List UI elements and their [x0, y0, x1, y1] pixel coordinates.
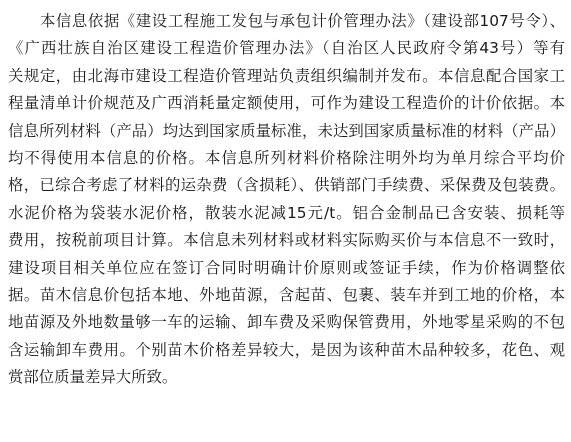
paragraph-line: 水泥价格为袋装水泥价格，散装水泥减15元/t。铝合金制品已含安装、损耗等: [8, 203, 565, 222]
paragraph-line: 含运输卸车费用。个别苗木价格差异较大，是因为该种苗木品种较多，花色、观: [8, 340, 565, 359]
paragraph-line: 赏部位质量差异大所致。: [8, 368, 178, 387]
paragraph-line: 《广西壮族自治区建设工程造价管理办法》（自治区人民政府令第43号）等有: [8, 39, 565, 58]
paragraph-line: 建设项目相关单位应在签订合同时明确计价原则或签证手续，作为价格调整依: [8, 258, 565, 277]
paragraph-line: 据。苗木信息价包括本地、外地苗源，含起苗、包裹、装车并到工地的价格，本: [8, 285, 565, 304]
paragraph-line: 费用，按税前项目计算。本信息未列材料或材料实际购买价与本信息不一致时，: [8, 231, 565, 250]
paragraph-line: 均不得使用本信息的价格。本信息所列材料价格除注明外均为单月综合平均价: [8, 148, 565, 167]
paragraph-line: 信息所列材料（产品）均达到国家质量标准，未达到国家质量标准的材料（产品）: [8, 121, 565, 140]
paragraph-line: 地苗源及外地数量够一车的运输、卸车费及采购保管费用，外地零星采购的不包: [8, 313, 565, 332]
paragraph-line: 格，已综合考虑了材料的运杂费（含损耗）、供销部门手续费、采保费及包装费。: [8, 176, 565, 195]
paragraph-line: 本信息依据《建设工程施工发包与承包计价管理办法》（建设部107号令）、: [8, 12, 565, 30]
paragraph-line: 程量清单计价规范及广西消耗量定额使用，可作为建设工程造价的计价依据。本: [8, 94, 565, 113]
paragraph-line: 关规定，由北海市建设工程造价管理站负责组织编制并发布。本信息配合国家工: [8, 66, 565, 85]
